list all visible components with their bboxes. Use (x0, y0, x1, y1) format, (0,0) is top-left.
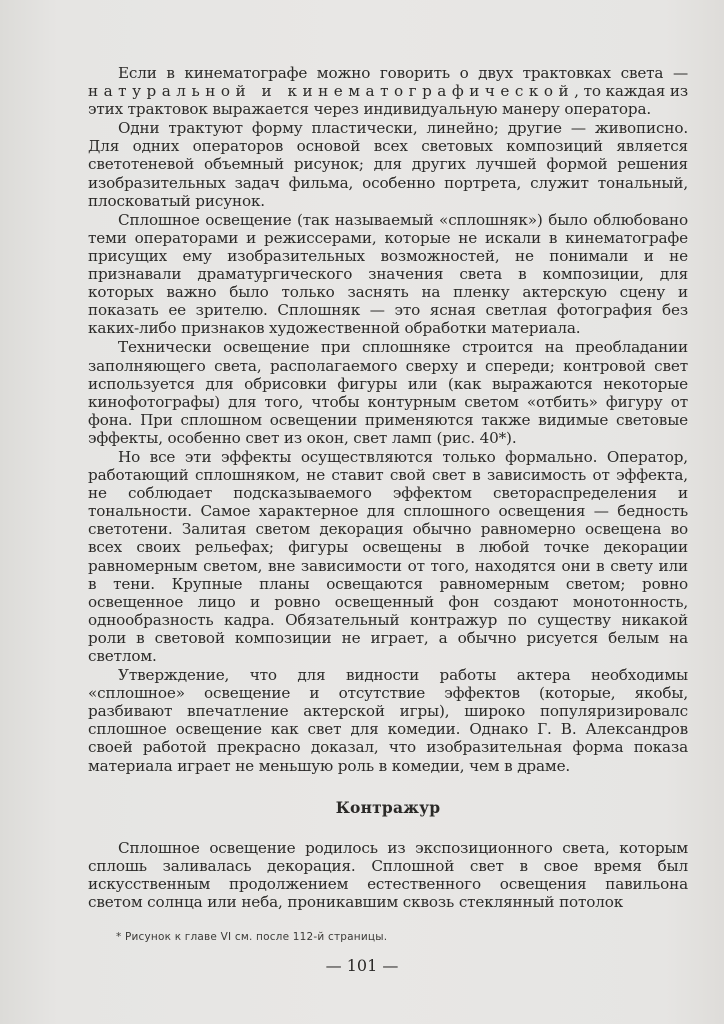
section-heading: Контражур (335, 797, 441, 817)
paragraph-1-end: , то каждая из этих трактовок выражается через индивидуальную манеру оператора. (88, 82, 688, 119)
page-body (88, 64, 688, 911)
paragraph-1-start: Если в кинематографе можно говорить о двух трактовках света — (118, 64, 688, 82)
paragraph-5: Но все эти эффекты осуществляются только формально. Оператор, работающий сплошняком, не ставит свой свет в зависимость от эффекта, не соблюдает подсказываемого эффектом светораспределения и тональности. Самое характерное для сплошного освещения — бедность светотени. Залитая светом декорация обычно равномерно освещена во всех своих рельефах; фигуры освещены в любой точке декорации равномерным светом, вне зависимости от того, находятся они в свету или в тени. Крупные планы освещаются равномерным светом; ровно освещенное лицо и ровно освещенный фон создают монотонность, однообразность кадра. Обязательный контражур по существу никакой роли в световой композиции не играет, а обычно рисуется белым на светлом. (88, 447, 688, 665)
spaced-emphasis: натуральной и кинематографической (88, 82, 575, 101)
paragraph-6: Утверждение, что для видности работы актера необходимы «сплошное» освещение и отсутствие эффектов (которые, якобы, разбивают впечатление актерской игры), широко популяризировалс сплошное освещение как свет для комедии. Однако Г. В. Александров своей работой прекрасно доказал, что изобразительная форма показа материала играет не меньшую роль в комедии, чем в драме. (88, 666, 688, 775)
footnote: * Рисунок к главе VI см. после 112-й страницы. (116, 931, 388, 943)
page-number: — 101 — (325, 956, 399, 975)
paragraph-2: Одни трактуют форму пластически, линейно; другие — живописно. Для одних операторов основой всех световых композиций является светотеневой объемный рисунок; для других лучшей формой решения изобразительных задач фильма, особенно портрета, служит тональный, плосковатый рисунок. (88, 119, 688, 210)
paragraph-3: Сплошное освещение (так называемый «сплошняк») было облюбовано теми операторами и режиссерами, которые не искали в кинематографе присущих ему изобразительных возможностей, не понимали и не признавали драматургического значения света в композиции, для которых важно было только заснять на пленку актерскую сцену и показать ее зрителю. Сплошняк — это ясная светлая фотография без каких-либо признаков художественной обработки материала. (88, 210, 688, 338)
paragraph-1 (88, 64, 688, 118)
paragraph-after-heading: Сплошное освещение родилось из экспозиционного света, которым сплошь заливалась декорация. Сплошной свет в свое время был искусственным продолжением естественного освещения павильона светом солнца или неба, проникавшим сквозь стеклянный потолок (88, 838, 688, 912)
paragraph-4: Технически освещение при сплошняке строится на преобладании заполняющего света, располагаемого сверху и спереди; контровой свет используется для обрисовки фигуры или (как выражаются некоторые кинофотографы) для того, чтобы контурным светом «отбить» фигуру от фона. При сплошном освещении применяются также видимые световые эффекты, особенно свет из окон, свет ламп (рис. 40*). (88, 338, 688, 447)
